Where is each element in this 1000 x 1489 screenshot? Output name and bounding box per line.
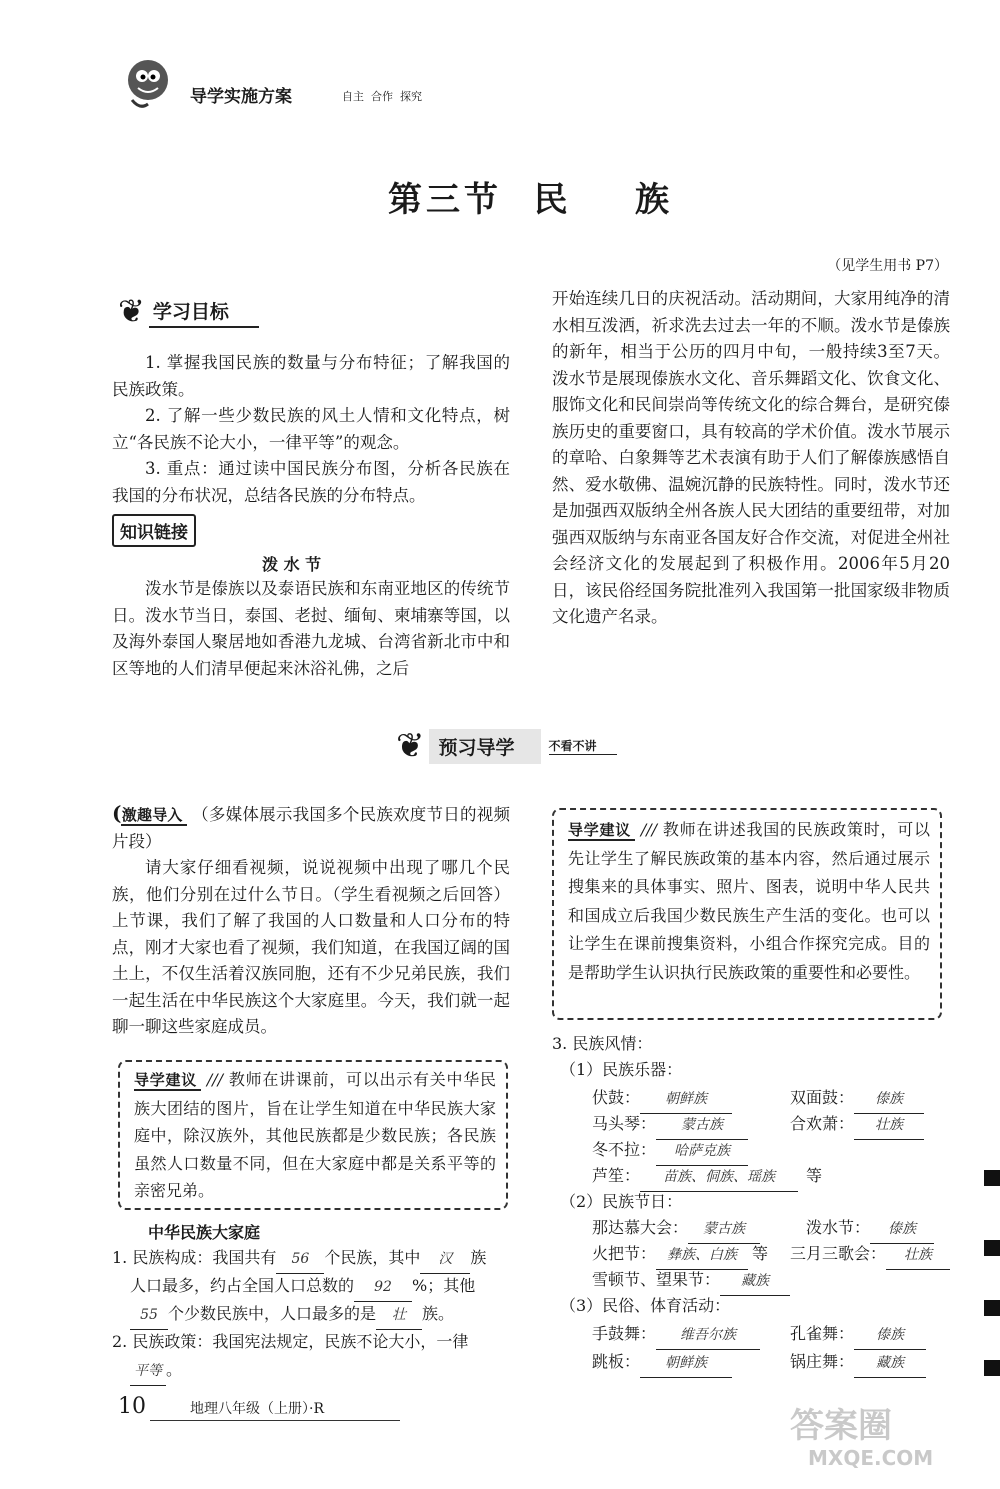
knowledge-text-right: 开始连续几日的庆祝活动。活动期间，大家用纯净的清水相互泼洒，祈求洗去过去一年的不顺。泼水节是傣族的新年，相当于公历的四月中旬，一般持续3至7天。泼水节是展现傣族水文化、音乐舞蹈文化、饮食文化、服饰文化和民间崇尚等传统文化的综合舞台，是研究傣族历史的重要窗口，具有较高的学术价值。泼水节展示的章哈、白象舞等艺术表演有助于人们了解傣族感悟自然、爱水敬佛、温婉沉静的民族特性。同时，泼水节还是加强西双版纳全州各族人民大团结的重要纽带，对加强西双版纳与东南亚各国友好合作交流，对促进全州社会经济文化的发展起到了积极作用。2006年5月20日，该民俗经国务院批准列入我国第一批国家级非物质文化遗产名录。 bbox=[552, 289, 950, 626]
festival-row: 雪顿节、望果节： 藏族 bbox=[592, 1266, 790, 1296]
family-q1-line1: 1. 民族构成：我国共有 56 个民族，其中 汉 族 bbox=[112, 1244, 486, 1274]
family-q1-line3: 55 个少数民族中，人口最多的是 壮 族。 bbox=[130, 1300, 454, 1330]
header-title: 导学实施方案 bbox=[190, 87, 292, 107]
family-q1-line2: 人口最多，约占全国人口总数的 92 %；其他 bbox=[130, 1272, 475, 1302]
objective-item: 2. 了解一些少数民族的风土人情和文化特点，树立“各民族不论大小，一律平等”的观念。 bbox=[112, 406, 510, 452]
festival-row: 三月三歌会： 壮族 bbox=[790, 1240, 950, 1270]
swirl-icon: ❦ bbox=[396, 726, 425, 766]
festival-row: 火把节： 彝族、白族 等 bbox=[592, 1240, 768, 1270]
suggestion-box-2: 导学建议 /// 教师在讲述我国的民族政策时，可以先让学生了解民族政策的基本内容，然后通过展示搜集来的具体事实、照片、图表，说明中华人民共和国成立后我国少数民族生产生活的变化。也可以让学生在课前搜集资料，小组合作探究完成。目的是帮助学生认识执行民族政策的重要性和必要性。 bbox=[552, 808, 942, 1020]
sport-row: 跳板： 朝鲜族 bbox=[592, 1348, 732, 1378]
sports-title: （3）民俗、体育活动： bbox=[560, 1296, 731, 1315]
family-q2: 2. 民族政策：我国宪法规定，民族不论大小，一律 平等 。 bbox=[112, 1328, 512, 1386]
suggestion-label: 导学建议 bbox=[568, 821, 635, 841]
preview-banner: ❦ 预习导学 不看不讲 bbox=[396, 718, 686, 774]
sport-row: 手鼓舞： 维吾尔族 bbox=[592, 1320, 760, 1350]
instrument-row: 合欢萧： 壮族 bbox=[790, 1110, 924, 1140]
reference-note: （见学生用书 P7） bbox=[827, 258, 948, 274]
chapter-title: 第三节 民 族 bbox=[388, 180, 674, 220]
suggestion-label: 导学建议 bbox=[134, 1071, 201, 1091]
family-heading: 中华民族大家庭 bbox=[148, 1223, 261, 1242]
page-edge-tabs bbox=[984, 1140, 1000, 1400]
knowledge-text-left: 泼水节是傣族以及泰语民族和东南亚地区的传统节日。泼水节当日，泰国、老挝、缅甸、柬埔寨等国，以及海外泰国人聚居地如香港九龙城、台湾省新北市中和区等地的人们清早便起来沐浴礼佛，之后 bbox=[112, 579, 510, 678]
intro-section: (激趣导入 （多媒体展示我国多个民族欢度节日的视频片段） 请大家仔细看视频，说说视频中出现了哪几个民族，他们分别在过什么节日。（学生看视频之后回答）上节课，我们了解了我国的人口数量和人口分布的特点，刚才大家也看了视频，我们知道，在我国辽阔的国土上，不仅生活着汉族同胞，还有不少兄弟民族，我们一起生活在中华民族这个大家庭里。今天，我们就一起聊一聊这些家庭成员。 bbox=[112, 800, 510, 1041]
footer-book: 地理八年级（上册）·R bbox=[190, 1401, 324, 1417]
objectives-banner: ❦ 学习目标 bbox=[118, 288, 318, 334]
instrument-row: 芦笙： 苗族、侗族、瑶族 等 bbox=[592, 1162, 822, 1192]
customs-title: 3. 民族风情： bbox=[552, 1034, 653, 1053]
intro-lead: （多媒体展示我国多个民族欢度节日的视频片段） bbox=[112, 805, 510, 851]
knowledge-link-label: 知识链接 bbox=[112, 514, 196, 547]
festival-row: 那达慕大会： 蒙古族 bbox=[592, 1214, 760, 1244]
intro-body: 请大家仔细看视频，说说视频中出现了哪几个民族，他们分别在过什么节日。（学生看视频之后回答）上节课，我们了解了我国的人口数量和人口分布的特点，刚才大家也看了视频，我们知道，在我国辽阔的国土上，不仅生活着汉族同胞，还有不少兄弟民族，我们一起生活在中华民族这个大家庭里。今天，我们就一起聊一聊这些家庭成员。 bbox=[112, 858, 510, 1036]
objectives-list bbox=[112, 350, 510, 509]
suggestion-box-1: 导学建议 /// 教师在讲课前，可以出示有关中华民族大团结的图片，旨在让学生知道在中华民族大家庭中，除汉族外，其他民族都是少数民族；各民族虽然人口数量不同，但在大家庭中都是关系平等的亲密兄弟。 bbox=[118, 1060, 508, 1210]
sport-row: 锅庄舞： 藏族 bbox=[790, 1348, 926, 1378]
knowledge-heading: 泼 水 节 bbox=[262, 555, 322, 574]
instrument-row: 马头琴： 蒙古族 bbox=[592, 1110, 748, 1140]
swirl-icon: ❦ bbox=[118, 292, 145, 330]
objective-item: 1. 掌握我国民族的数量与分布特征；了解我国的民族政策。 bbox=[112, 353, 510, 399]
footer-rule bbox=[150, 1420, 400, 1421]
instrument-row: 双面鼓： 傣族 bbox=[790, 1084, 924, 1114]
page-number: 10 bbox=[118, 1394, 146, 1419]
sport-row: 孔雀舞： 傣族 bbox=[790, 1320, 926, 1350]
instrument-row: 伏鼓： 朝鲜族 bbox=[592, 1084, 732, 1114]
instruments-title: （1）民族乐器： bbox=[560, 1060, 683, 1079]
intro-label: 激趣导入 bbox=[121, 806, 186, 826]
watermark-logo: 答案圈 bbox=[790, 1406, 892, 1446]
mascot-logo bbox=[118, 52, 180, 114]
suggestion-text: 教师在讲课前，可以出示有关中华民族大团结的图片，旨在让学生知道在中华民族大家庭中，除汉族外，其他民族都是少数民族；各民族虽然人口数量不同，但在大家庭中都是关系平等的亲密兄弟。 bbox=[134, 1070, 496, 1200]
instrument-row: 冬不拉： 哈萨克族 bbox=[592, 1136, 748, 1166]
festival-row: 泼水节： 傣族 bbox=[806, 1214, 934, 1244]
watermark-url: MXQE.COM bbox=[808, 1446, 934, 1470]
suggestion-text: 教师在讲述我国的民族政策时，可以先让学生了解民族政策的基本内容，然后通过展示搜集来的具体事实、照片、图表，说明中华人民共和国成立后我国少数民族生产生活的变化。也可以让学生在课前搜集资料，小组合作探究完成。目的是帮助学生认识执行民族政策的重要性和必要性。 bbox=[568, 820, 930, 982]
objective-item: 3. 重点：通过读中国民族分布图，分析各民族在我国的分布状况，总结各民族的分布特点。 bbox=[112, 459, 510, 505]
festivals-title: （2）民族节日： bbox=[560, 1192, 683, 1211]
header-subtitle: 自主 合作 探究 bbox=[342, 90, 422, 103]
